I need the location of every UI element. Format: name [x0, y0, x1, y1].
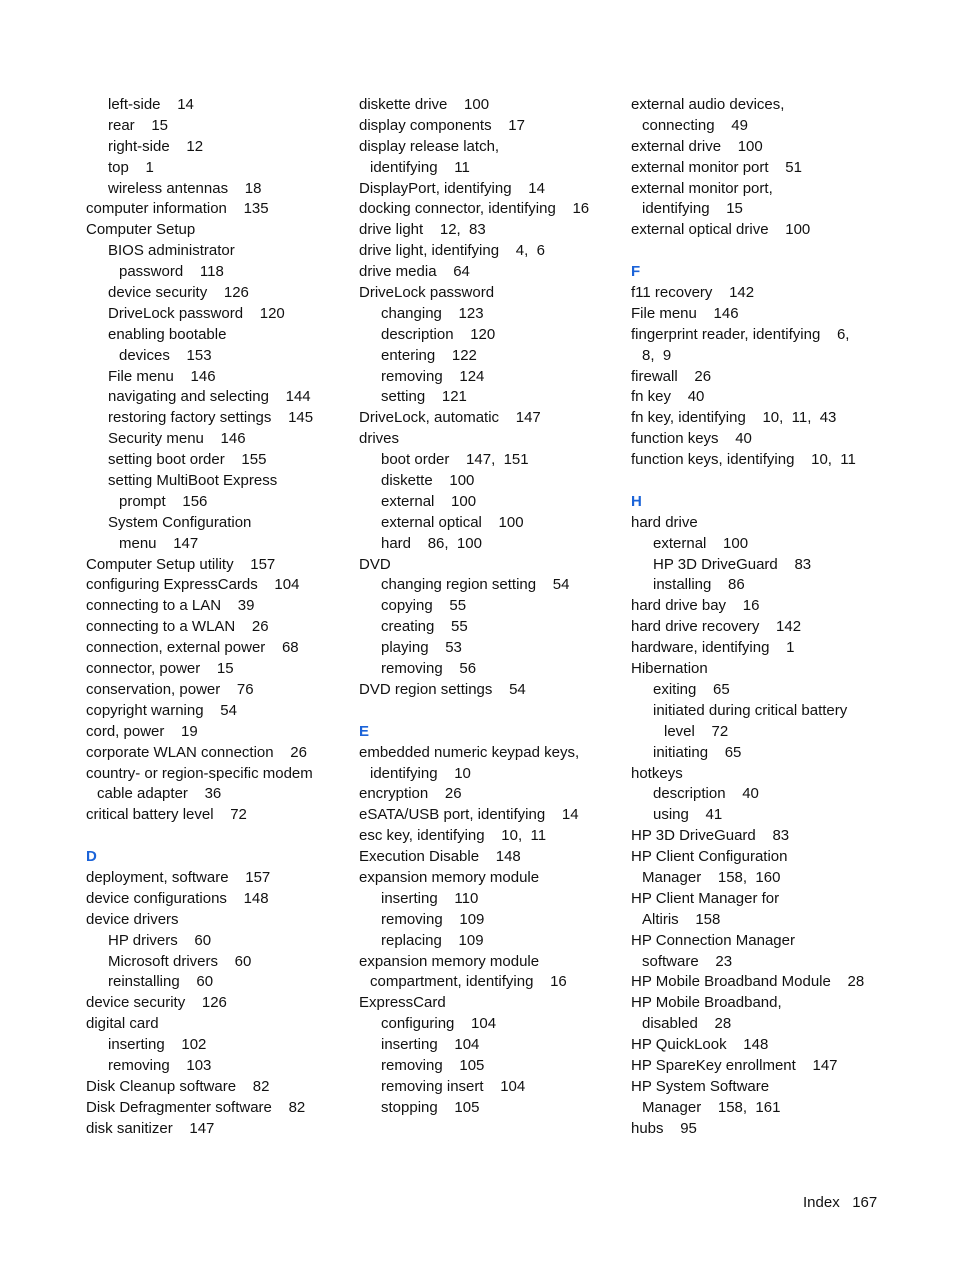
index-entry: external audio devices, [631, 96, 785, 113]
index-subentry: installing 86 [653, 576, 745, 594]
index-entry: hard drive bay 16 [631, 597, 760, 615]
index-entry: HP Mobile Broadband, [631, 994, 782, 1012]
index-subentry: menu 147 [119, 534, 199, 552]
index-entry: external monitor port 51 [631, 158, 802, 176]
index-subentry: diskette 100 [381, 472, 475, 490]
index-subentry: external 100 [653, 534, 749, 552]
index-subentry: removing 56 [381, 660, 477, 678]
index-column-2 [359, 95, 621, 1119]
index-entry: encryption 26 [359, 785, 462, 803]
index-subentry: changing region setting 54 [381, 576, 570, 594]
index-subentry: device security 126 [108, 284, 249, 302]
index-entry: cable adapter 36 [97, 785, 222, 803]
index-entry: critical battery level 72 [86, 806, 247, 824]
index-entry: deployment, software 157 [86, 868, 271, 886]
index-entry: Manager 158, 160 [642, 868, 781, 886]
index-entry: identifying 15 [642, 200, 743, 218]
index-subentry: enabling bootable [108, 325, 227, 343]
index-entry: HP QuickLook 148 [631, 1036, 769, 1054]
index-entry: drive media 64 [359, 263, 470, 281]
index-entry: ExpressCard [359, 994, 446, 1012]
index-subentry: copying 55 [381, 597, 467, 615]
index-subentry: replacing 109 [381, 931, 484, 949]
index-entry: DriveLock password [359, 284, 495, 302]
index-entry: device drivers [86, 910, 179, 928]
index-entry: connecting to a LAN 39 [86, 597, 255, 615]
index-entry: HP Client Configuration [631, 848, 788, 866]
index-subentry: File menu 146 [108, 367, 216, 385]
index-entry: configuring ExpressCards 104 [86, 576, 300, 594]
index-subentry: prompt 156 [119, 492, 208, 510]
index-entry: disk sanitizer 147 [86, 1119, 215, 1137]
index-subentry: HP drivers 60 [108, 931, 212, 949]
index-subentry: setting boot order 155 [108, 451, 267, 469]
section-spacer [631, 241, 893, 262]
index-subentry: description 120 [381, 325, 496, 343]
index-entry: hard drive recovery 142 [631, 618, 802, 636]
index-subentry: left-side 14 [108, 96, 194, 113]
index-subentry: password 118 [119, 263, 224, 281]
index-subentry: Security menu 146 [108, 430, 246, 448]
index-entry: digital card [86, 1015, 159, 1033]
index-subentry: setting 121 [381, 388, 467, 406]
index-subentry: removing 109 [381, 910, 485, 928]
index-entry: DisplayPort, identifying 14 [359, 179, 545, 197]
index-entry: HP 3D DriveGuard 83 [631, 827, 790, 845]
index-subentry: external 100 [381, 492, 477, 510]
section-spacer [86, 826, 348, 847]
index-entry: connector, power 15 [86, 660, 234, 678]
index-entry: hubs 95 [631, 1119, 697, 1137]
section-spacer [631, 471, 893, 492]
index-entry: drive light 12, 83 [359, 221, 486, 239]
index-subentry: initiated during critical battery [653, 701, 848, 719]
index-entry: fingerprint reader, identifying 6, [631, 325, 850, 343]
index-entry: Execution Disable 148 [359, 848, 521, 866]
index-entry: cord, power 19 [86, 722, 198, 740]
index-entry: DVD region settings 54 [359, 680, 526, 698]
index-subentry: using 41 [653, 806, 723, 824]
section-spacer [359, 701, 621, 722]
index-subentry: changing 123 [381, 304, 484, 322]
index-entry: copyright warning 54 [86, 701, 237, 719]
index-entry: DriveLock, automatic 147 [359, 409, 541, 427]
index-subentry: rear 15 [108, 116, 169, 134]
index-subentry: HP 3D DriveGuard 83 [653, 555, 812, 573]
index-entry: computer information 135 [86, 200, 269, 218]
index-subentry: boot order 147, 151 [381, 451, 529, 469]
index-subentry: devices 153 [119, 346, 212, 364]
index-entry: firewall 26 [631, 367, 712, 385]
index-entry: identifying 11 [370, 158, 470, 176]
section-letter-heading: F [631, 263, 641, 281]
index-entry: country- or region-specific modem [86, 764, 313, 782]
index-entry: HP System Software [631, 1077, 770, 1095]
index-entry: esc key, identifying 10, 11 [359, 827, 547, 845]
index-subentry: stopping 105 [381, 1098, 480, 1116]
index-subentry: Microsoft drivers 60 [108, 952, 252, 970]
index-entry: identifying 10 [370, 764, 471, 782]
index-column-3 [631, 95, 893, 1140]
index-entry: hotkeys [631, 764, 683, 782]
index-entry: eSATA/USB port, identifying 14 [359, 806, 579, 824]
index-subentry: wireless antennas 18 [108, 179, 262, 197]
index-entry: expansion memory module [359, 868, 540, 886]
section-letter-heading: E [359, 722, 370, 740]
index-subentry: external optical 100 [381, 513, 524, 531]
index-entry: display release latch, [359, 137, 500, 155]
index-subentry: hard 86, 100 [381, 534, 482, 552]
index-entry: display components 17 [359, 116, 525, 134]
index-subentry: description 40 [653, 785, 759, 803]
index-entry: diskette drive 100 [359, 96, 490, 113]
index-entry: external optical drive 100 [631, 221, 811, 239]
index-entry: Computer Setup utility 157 [86, 555, 276, 573]
index-subentry: BIOS administrator [108, 242, 235, 260]
index-subentry: inserting 102 [108, 1036, 207, 1054]
index-entry: device configurations 148 [86, 889, 269, 907]
index-entry: File menu 146 [631, 304, 739, 322]
index-entry: connecting 49 [642, 116, 748, 134]
index-entry: device security 126 [86, 994, 227, 1012]
index-subentry: removing 105 [381, 1056, 485, 1074]
index-entry: external monitor port, [631, 179, 773, 197]
index-subentry: removing insert 104 [381, 1077, 526, 1095]
index-entry: connecting to a WLAN 26 [86, 618, 269, 636]
index-entry: expansion memory module [359, 952, 540, 970]
index-column-1 [86, 95, 348, 1140]
index-entry: disabled 28 [642, 1015, 732, 1033]
index-entry: Disk Cleanup software 82 [86, 1077, 270, 1095]
index-entry: corporate WLAN connection 26 [86, 743, 307, 761]
section-letter-heading: H [631, 492, 642, 510]
index-subentry: right-side 12 [108, 137, 204, 155]
index-entry: Disk Defragmenter software 82 [86, 1098, 306, 1116]
index-subentry: level 72 [664, 722, 729, 740]
index-subentry: reinstalling 60 [108, 973, 214, 991]
index-subentry: inserting 110 [381, 889, 479, 907]
index-entry: f11 recovery 142 [631, 284, 755, 302]
index-subentry: initiating 65 [653, 743, 742, 761]
index-entry: function keys 40 [631, 430, 752, 448]
page-footer: Index 167 [803, 1194, 878, 1211]
index-entry: hardware, identifying 1 [631, 639, 795, 657]
index-entry: Altiris 158 [642, 910, 721, 928]
index-subentry: setting MultiBoot Express [108, 472, 278, 490]
index-entry: external drive 100 [631, 137, 763, 155]
index-entry: Hibernation [631, 660, 708, 678]
index-entry: compartment, identifying 16 [370, 973, 567, 991]
index-subentry: restoring factory settings 145 [108, 409, 314, 427]
index-subentry: navigating and selecting 144 [108, 388, 311, 406]
index-subentry: creating 55 [381, 618, 468, 636]
index-entry: Manager 158, 161 [642, 1098, 781, 1116]
index-entry: hard drive [631, 513, 698, 531]
index-subentry: entering 122 [381, 346, 477, 364]
section-letter-heading: D [86, 848, 97, 866]
index-entry: HP SpareKey enrollment 147 [631, 1056, 838, 1074]
index-entry: docking connector, identifying 16 [359, 200, 590, 218]
index-subentry: removing 103 [108, 1056, 212, 1074]
index-subentry: removing 124 [381, 367, 485, 385]
index-subentry: configuring 104 [381, 1015, 497, 1033]
index-subentry: top 1 [108, 158, 154, 176]
index-entry: conservation, power 76 [86, 680, 254, 698]
index-subentry: System Configuration [108, 513, 252, 531]
index-subentry: exiting 65 [653, 680, 730, 698]
index-entry: function keys, identifying 10, 11 [631, 451, 856, 469]
index-entry: HP Client Manager for [631, 889, 780, 907]
index-entry: Computer Setup [86, 221, 196, 239]
index-entry: software 23 [642, 952, 733, 970]
index-entry: drives [359, 430, 400, 448]
index-entry: drive light, identifying 4, 6 [359, 242, 545, 260]
index-subentry: DriveLock password 120 [108, 304, 285, 322]
index-entry: DVD [359, 555, 391, 573]
index-entry: embedded numeric keypad keys, [359, 743, 580, 761]
index-subentry: inserting 104 [381, 1036, 480, 1054]
index-entry: fn key 40 [631, 388, 705, 406]
index-entry: fn key, identifying 10, 11, 43 [631, 409, 837, 427]
index-entry: 8, 9 [642, 346, 672, 364]
index-entry: connection, external power 68 [86, 639, 299, 657]
index-subentry: playing 53 [381, 639, 462, 657]
index-entry: HP Mobile Broadband Module 28 [631, 973, 865, 991]
index-entry: HP Connection Manager [631, 931, 795, 949]
